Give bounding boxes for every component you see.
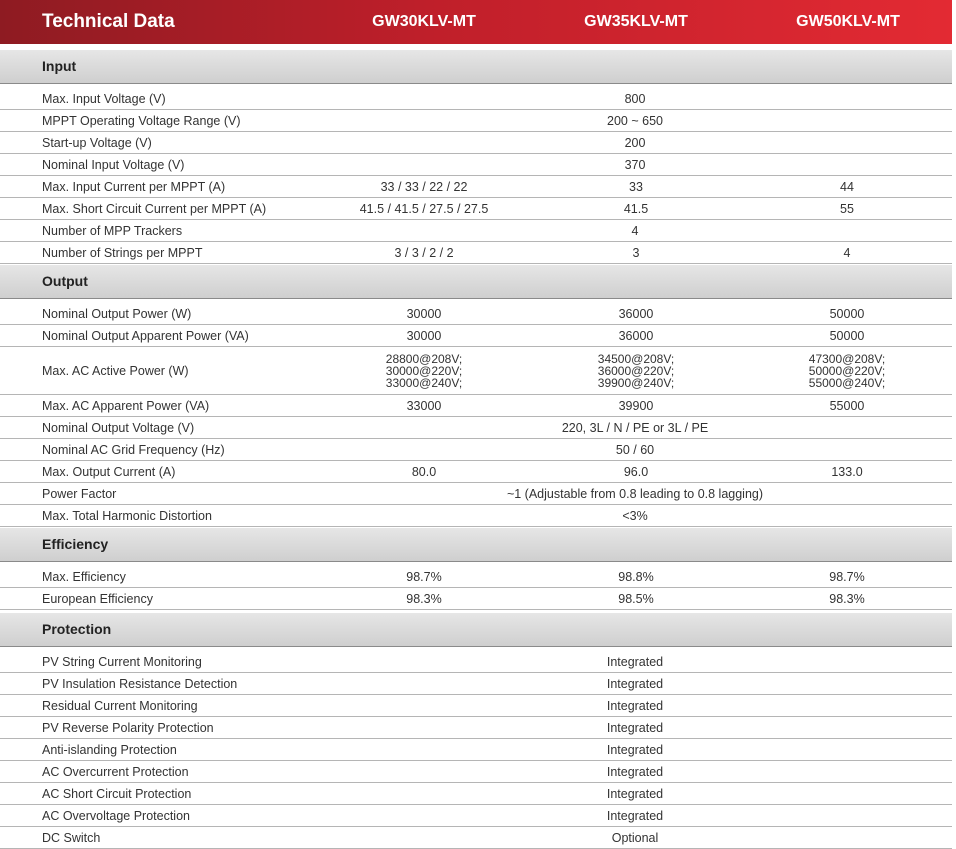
spec-row-nominal-ac-grid-frequency-hz (0, 439, 952, 461)
spec-value-model-3: 50000 (829, 306, 865, 321)
spec-label: Nominal Output Apparent Power (VA) (42, 328, 249, 343)
spec-value-model-1: 30000 (406, 306, 442, 321)
spec-value-model-1 (318, 347, 530, 394)
spec-row-max-short-circuit-current-per-mppt-a (0, 198, 952, 220)
spec-row-nominal-output-voltage-v (0, 417, 952, 439)
spec-label: Max. Input Voltage (V) (42, 91, 166, 106)
model-header-2: GW35KLV-MT (584, 13, 688, 30)
spec-value-all-models: 370 (624, 157, 646, 172)
spec-row-power-factor (0, 483, 952, 505)
spec-label: Number of Strings per MPPT (42, 245, 203, 260)
spec-label: PV String Current Monitoring (42, 654, 202, 669)
spec-label: PV Insulation Resistance Detection (42, 676, 238, 691)
section-header-efficiency (0, 528, 952, 562)
spec-label: DC Switch (42, 830, 101, 845)
spec-value-line: 34500@208V; (597, 351, 675, 366)
spec-value-model-2: 96.0 (623, 464, 649, 479)
spec-value-model-2: 41.5 (623, 201, 649, 216)
spec-value-model-3: 44 (840, 179, 854, 194)
page-title: Technical Data (42, 11, 175, 32)
spec-label: Number of MPP Trackers (42, 223, 183, 238)
spec-value-all-models: ~1 (Adjustable from 0.8 leading to 0.8 lagging) (506, 486, 764, 501)
spec-row-max-efficiency (0, 566, 952, 588)
spec-value-all-models: 200 ~ 650 (607, 113, 663, 128)
spec-value-model-1: 98.3% (406, 591, 442, 606)
spec-value-model-2 (530, 347, 742, 394)
spec-value-line: 47300@208V; (808, 351, 886, 366)
spec-label: Nominal Input Voltage (V) (42, 157, 185, 172)
section-header-input (0, 50, 952, 84)
section-title: Input (42, 58, 77, 74)
spec-row-max-total-harmonic-distortion (0, 505, 952, 527)
header-bar (0, 0, 952, 44)
spec-value-model-1: 41.5 / 41.5 / 27.5 / 27.5 (359, 201, 489, 216)
spec-label: Max. Input Current per MPPT (A) (42, 179, 226, 194)
section-title: Output (42, 273, 88, 289)
spec-value-model-3: 98.7% (829, 569, 865, 584)
spec-label: AC Overcurrent Protection (42, 764, 189, 779)
spec-label: European Efficiency (42, 591, 153, 606)
spec-value-line: 50000@220V; (808, 363, 886, 378)
spec-value-model-3: 98.3% (829, 591, 865, 606)
spec-row-residual-current-monitoring (0, 695, 952, 717)
spec-value-all-models: 50 / 60 (615, 442, 655, 457)
spec-value-all-models: <3% (622, 508, 648, 523)
spec-value-model-3: 133.0 (831, 464, 863, 479)
spec-row-european-efficiency (0, 588, 952, 610)
spec-value-model-3: 55000 (829, 398, 865, 413)
spec-row-dc-switch (0, 827, 952, 849)
spec-row-nominal-output-power-w (0, 303, 952, 325)
spec-value-model-1: 33 / 33 / 22 / 22 (380, 179, 468, 194)
spec-row-start-up-voltage-v (0, 132, 952, 154)
spec-row-max-ac-apparent-power-va (0, 395, 952, 417)
spec-label: Max. AC Active Power (W) (42, 363, 189, 378)
spec-value-model-3: 50000 (829, 328, 865, 343)
spec-row-pv-reverse-polarity-protection (0, 717, 952, 739)
spec-row-anti-islanding-protection (0, 739, 952, 761)
spec-value-all-models: Integrated (606, 654, 664, 669)
spec-value-model-1: 30000 (406, 328, 442, 343)
spec-row-ac-short-circuit-protection (0, 783, 952, 805)
spec-label: Max. AC Apparent Power (VA) (42, 398, 210, 413)
spec-value-model-3: 55 (840, 201, 854, 216)
spec-label: Max. Short Circuit Current per MPPT (A) (42, 201, 267, 216)
spec-value-model-1: 33000 (406, 398, 442, 413)
spec-row-ac-overcurrent-protection (0, 761, 952, 783)
spec-value-all-models: 4 (631, 223, 639, 238)
spec-label: Start-up Voltage (V) (42, 135, 152, 150)
spec-row-nominal-output-apparent-power-va (0, 325, 952, 347)
spec-value-model-2: 36000 (618, 328, 654, 343)
spec-value-model-2: 33 (629, 179, 643, 194)
spec-value-all-models: Integrated (606, 786, 664, 801)
spec-value-all-models: Integrated (606, 676, 664, 691)
spec-value-line: 33000@240V; (385, 375, 463, 390)
spec-label: Nominal AC Grid Frequency (Hz) (42, 442, 225, 457)
spec-row-ac-overvoltage-protection (0, 805, 952, 827)
spec-value-model-2: 39900 (618, 398, 654, 413)
spec-value-model-2: 3 (632, 245, 640, 260)
spec-label: Max. Total Harmonic Distortion (42, 508, 212, 523)
spec-row-number-of-mpp-trackers (0, 220, 952, 242)
spec-label: Nominal Output Power (W) (42, 306, 192, 321)
spec-label: AC Short Circuit Protection (42, 786, 192, 801)
spec-value-all-models: 200 (624, 135, 646, 150)
spec-label: MPPT Operating Voltage Range (V) (42, 113, 241, 128)
spec-row-pv-insulation-resistance-detection (0, 673, 952, 695)
section-header-output (0, 265, 952, 299)
spec-value-model-2: 98.8% (618, 569, 654, 584)
spec-row-mppt-operating-voltage-range-v (0, 110, 952, 132)
spec-value-all-models: Integrated (606, 720, 664, 735)
spec-row-max-output-current-a (0, 461, 952, 483)
spec-row-max-ac-active-power-w (0, 347, 952, 395)
spec-value-model-1: 80.0 (411, 464, 437, 479)
spec-value-all-models: Integrated (606, 764, 664, 779)
section-title: Efficiency (42, 536, 109, 552)
spec-value-line: 36000@220V; (597, 363, 675, 378)
spec-row-max-input-voltage-v (0, 88, 952, 110)
spec-label: AC Overvoltage Protection (42, 808, 190, 823)
spec-value-model-1: 3 / 3 / 2 / 2 (394, 245, 454, 260)
spec-value-model-2: 36000 (618, 306, 654, 321)
spec-label: Power Factor (42, 486, 117, 501)
spec-label: Max. Efficiency (42, 569, 126, 584)
spec-value-all-models: Integrated (606, 698, 664, 713)
model-header-1: GW30KLV-MT (372, 13, 476, 30)
spec-row-max-input-current-per-mppt-a (0, 176, 952, 198)
spec-value-model-1: 98.7% (406, 569, 442, 584)
spec-value-all-models: Integrated (606, 742, 664, 757)
model-header-3: GW50KLV-MT (796, 13, 900, 30)
spec-label: Residual Current Monitoring (42, 698, 198, 713)
spec-value-all-models: 800 (624, 91, 646, 106)
spec-value-line: 28800@208V; (385, 351, 463, 366)
spec-value-model-3: 4 (843, 245, 851, 260)
spec-value-all-models: Integrated (606, 808, 664, 823)
spec-value-model-2: 98.5% (618, 591, 654, 606)
section-title: Protection (42, 621, 112, 637)
spec-label: Nominal Output Voltage (V) (42, 420, 195, 435)
spec-value-model-3 (742, 347, 952, 394)
section-header-protection (0, 613, 952, 647)
spec-value-all-models: Optional (611, 830, 659, 845)
spec-value-line: 39900@240V; (597, 375, 675, 390)
spec-label: Max. Output Current (A) (42, 464, 176, 479)
spec-value-line: 30000@220V; (385, 363, 463, 378)
spec-label: PV Reverse Polarity Protection (42, 720, 214, 735)
spec-value-line: 55000@240V; (808, 375, 886, 390)
spec-value-all-models: 220, 3L / N / PE or 3L / PE (561, 420, 709, 435)
spec-label: Anti-islanding Protection (42, 742, 177, 757)
spec-row-pv-string-current-monitoring (0, 651, 952, 673)
spec-row-number-of-strings-per-mppt (0, 242, 952, 264)
spec-row-nominal-input-voltage-v (0, 154, 952, 176)
